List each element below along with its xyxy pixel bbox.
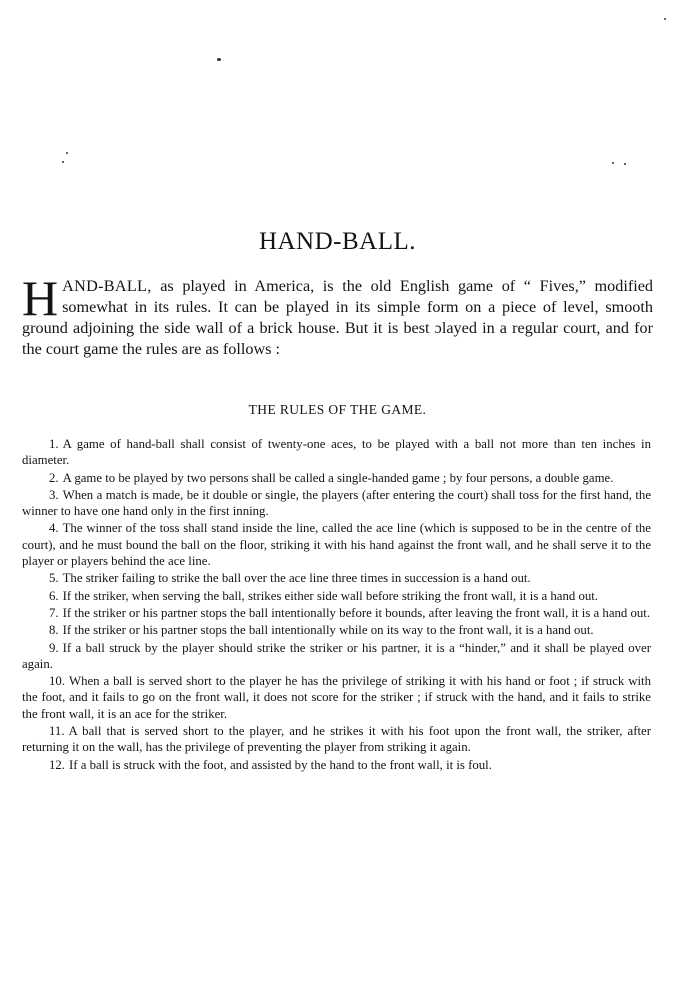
rule-number: 2. xyxy=(49,470,59,485)
rule-item xyxy=(22,570,651,586)
rule-text: If a ball struck by the player should strike the striker or his partner, it is a “hinder,” and it shall be played over again. xyxy=(22,640,651,671)
rule-item xyxy=(22,605,651,621)
rules-heading: THE RULES OF THE GAME. xyxy=(248,402,427,417)
rule-text: If the striker or his partner stops the ball intentionally before it bounds, after leaving the front wall, it is a hand out. xyxy=(62,605,651,620)
scan-speck xyxy=(217,58,221,61)
rule-text: A ball that is served short to the player, and he strikes it with his foot upon the front wall, the striker, after returning it on the wall, has the privilege of preventing the player from striking it again. xyxy=(22,724,651,755)
rule-item xyxy=(22,436,651,469)
rule-item xyxy=(22,757,651,773)
intro-first-word: AND-BALL, xyxy=(62,277,152,295)
rule-number: 6. xyxy=(49,588,59,603)
scan-speck xyxy=(62,161,64,163)
page-title: HAND-BALL. xyxy=(258,228,417,255)
rule-number: 3. xyxy=(49,487,59,502)
rule-item xyxy=(22,723,651,756)
rule-number: 12. xyxy=(49,757,65,772)
rule-text: A game of hand-ball shall consist of twenty-one aces, to be played with a ball not more than ten inches in diameter. xyxy=(22,437,651,468)
rule-number: 9. xyxy=(49,640,59,655)
scan-speck xyxy=(664,18,666,20)
scan-speck xyxy=(66,152,68,154)
rule-text: A game to be played by two persons shall be called a single-handed game ; by four persons, a double game. xyxy=(62,470,614,485)
intro-text: as played in America, is the old English game of “ Fives,” modified somewhat in its rules. It can be played in its simple form on a piece of level, smooth ground adjoining the side wall of a brick house. But it is best ɔlayed in a regular court, and for the court game the rules are as follows : xyxy=(22,277,653,358)
rule-item xyxy=(22,622,651,638)
rule-number: 11. xyxy=(49,724,65,739)
rule-text: If the striker or his partner stops the ball intentionally while on its way to the front wall, it is a hand out. xyxy=(62,623,594,638)
rule-text: When a ball is served short to the player he has the privilege of striking it with his hand or foot ; if struck with the foot, and it fails to go on the front wall, it does not score for the striker ; if struck with the hand, and it fails to strike the front wall, it is an ace for the striker. xyxy=(22,674,651,721)
rule-text: When a match is made, be it double or single, the players (after entering the court) shall toss for the first hand, the winner to have one hand only in the first inning. xyxy=(22,487,651,519)
rule-text: The winner of the toss shall stand inside the line, called the ace line (which is supposed to be in the centre of the court), and he must bound the ball on the floor, striking it with his hand against the front wall, and he shall serve it to the player or players behind the ace line. xyxy=(22,521,651,569)
scan-speck xyxy=(612,162,614,164)
rule-text: The striker failing to strike the ball over the ace line three times in succession is a hand out. xyxy=(62,571,531,586)
rule-item xyxy=(22,673,651,722)
rule-text: If the striker, when serving the ball, strikes either side wall before striking the front wall, it is a hand out. xyxy=(62,588,599,603)
rule-item xyxy=(22,588,651,604)
rule-item xyxy=(22,640,651,673)
rule-item xyxy=(22,520,651,569)
drop-cap: H xyxy=(22,270,59,326)
intro-paragraph xyxy=(22,270,653,360)
scan-speck xyxy=(624,163,626,165)
rule-number: 8. xyxy=(49,623,59,638)
rules-list xyxy=(22,436,651,774)
rule-item xyxy=(22,470,651,486)
rule-text: If a ball is struck with the foot, and assisted by the hand to the front wall, it is foul. xyxy=(69,757,492,772)
rule-number: 5. xyxy=(49,571,59,586)
rule-number: 4. xyxy=(49,521,59,536)
rule-number: 10. xyxy=(49,674,65,689)
rule-number: 7. xyxy=(49,605,59,620)
rule-number: 1. xyxy=(49,437,59,451)
rule-item xyxy=(22,487,651,520)
